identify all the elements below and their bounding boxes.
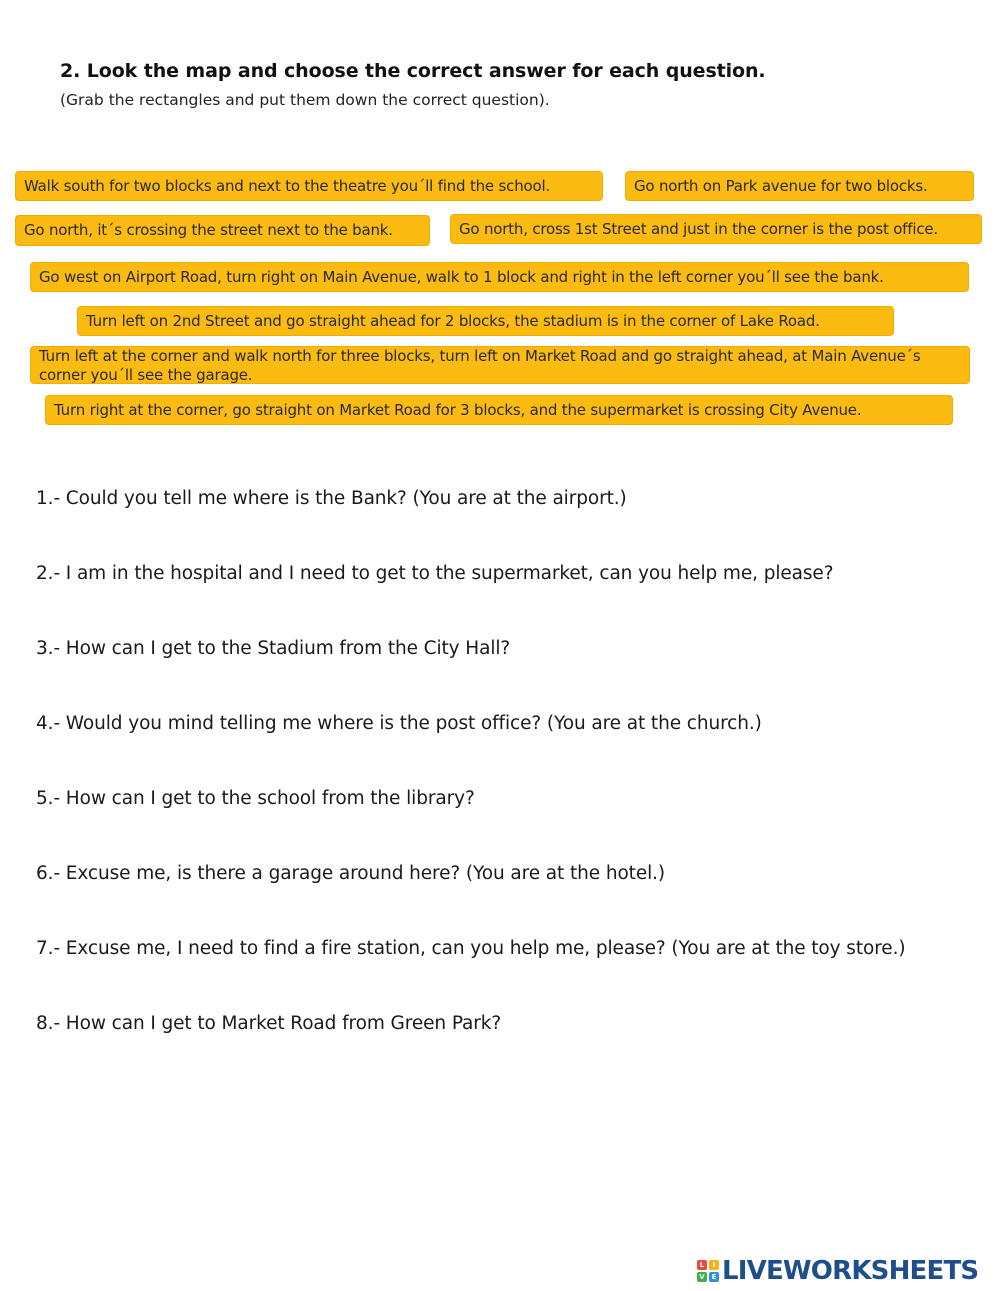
question-7: 7.- Excuse me, I need to find a fire station, can you help me, please? (You are at the toy store.) bbox=[36, 938, 906, 959]
question-1: 1.- Could you tell me where is the Bank? (You are at the airport.) bbox=[36, 488, 627, 509]
question-2: 2.- I am in the hospital and I need to get to the supermarket, can you help me, please? bbox=[36, 563, 834, 584]
question-4: 4.- Would you mind telling me where is the post office? (You are at the church.) bbox=[36, 713, 762, 734]
page-instructions: (Grab the rectangles and put them down the correct question). bbox=[60, 91, 550, 109]
question-6: 6.- Excuse me, is there a garage around here? (You are at the hotel.) bbox=[36, 863, 666, 884]
answer-box-stadium[interactable]: Turn left on 2nd Street and go straight ahead for 2 blocks, the stadium is in the corner of Lake Road. bbox=[77, 306, 894, 336]
answer-box-post-office[interactable]: Go north, cross 1st Street and just in the corner is the post office. bbox=[450, 214, 982, 244]
drop-zone-1[interactable] bbox=[36, 518, 966, 550]
answer-box-crossing-street[interactable]: Go north, it´s crossing the street next to the bank. bbox=[15, 215, 430, 246]
question-5: 5.- How can I get to the school from the library? bbox=[36, 788, 475, 809]
drop-zone-6[interactable] bbox=[36, 893, 966, 925]
logo-block-v: V bbox=[697, 1272, 707, 1282]
drop-zone-4[interactable] bbox=[36, 743, 966, 775]
page-title: 2. Look the map and choose the correct answer for each question. bbox=[60, 60, 766, 82]
drop-zone-8[interactable] bbox=[36, 1043, 966, 1075]
answer-box-park-avenue[interactable]: Go north on Park avenue for two blocks. bbox=[625, 171, 974, 201]
question-3: 3.- How can I get to the Stadium from the City Hall? bbox=[36, 638, 511, 659]
answer-box-supermarket[interactable]: Turn right at the corner, go straight on Market Road for 3 blocks, and the supermarket is crossing City Avenue. bbox=[45, 395, 953, 425]
answer-box-garage[interactable]: Turn left at the corner and walk north for three blocks, turn left on Market Road and go straight ahead, at Main Avenue´s corner you´ll see the garage. bbox=[30, 346, 970, 384]
question-8: 8.- How can I get to Market Road from Green Park? bbox=[36, 1013, 502, 1034]
answer-box-bank[interactable]: Go west on Airport Road, turn right on Main Avenue, walk to 1 block and right in the left corner you´ll see the bank. bbox=[30, 262, 969, 292]
logo-block-i: I bbox=[709, 1260, 719, 1270]
logo-block-e: E bbox=[709, 1272, 719, 1282]
drop-zone-7[interactable] bbox=[36, 968, 966, 1000]
logo-text: LIVEWORKSHEETS bbox=[722, 1256, 979, 1286]
liveworksheets-logo[interactable] bbox=[697, 1255, 978, 1287]
logo-block-l: L bbox=[697, 1260, 707, 1270]
drop-zone-2[interactable] bbox=[36, 593, 966, 625]
answer-box-school[interactable]: Walk south for two blocks and next to the theatre you´ll find the school. bbox=[15, 171, 603, 201]
logo-blocks-icon bbox=[697, 1260, 719, 1282]
drop-zone-5[interactable] bbox=[36, 818, 966, 850]
drop-zone-3[interactable] bbox=[36, 668, 966, 700]
